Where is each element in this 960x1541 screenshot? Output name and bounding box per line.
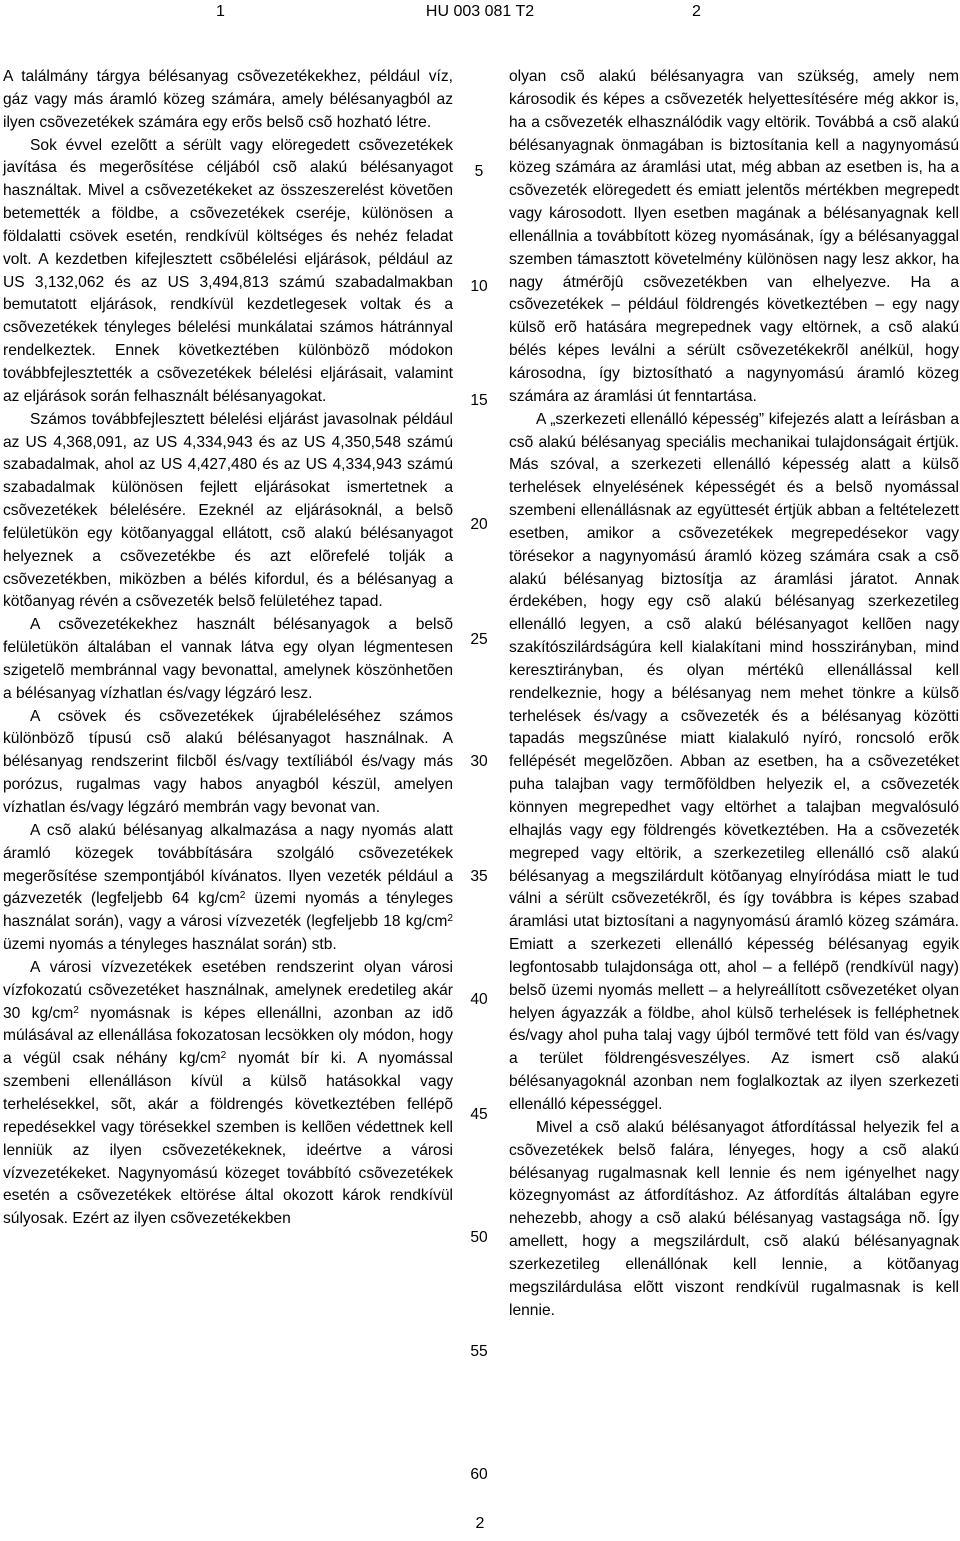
patent-number: HU 003 081 T2	[425, 3, 535, 20]
column-number-left: 1	[216, 3, 225, 20]
text-run: nyomásnak is képes ellenállni, azonban az idõ múlásával az ellenállása fokozatosan lecsökken oly módon, hogy a végül csak néhány kg/cm	[3, 1004, 453, 1068]
paragraph: A „szerkezeti ellenálló képesség” kifejezés alatt a leírásban a csõ alakú bélésanyag speciális mechanikai tulajdonságait értjük. Más szóval, a szerkezeti ellenálló képesség alatt a külsõ terhelések elnyelésének képességét és a belsõ nyomással szembeni ellenállásnak az együttesét értjük abban a feltételezett esetben, amikor a csõvezetékek megrepedésekor vagy törésekor a nagynyomású áramló közeg számára csak a csõ alakú bélésanyag biztosítja az áramlási járatot. Annak érdekében, hogy egy csõ alakú bélésanyag szerkezetileg ellenálló legyen, a csõ alakú bélésanyagot kellõen nagy szakítószilárdságúra kell kialakítani mind hosszirányban, mind keresztirányban, és olyan mértékû ellenállással kell rendelkeznie, hogy a bélésanyag nem mehet tönkre a külsõ terhelések és/vagy a csõvezeték és a bélésanyag közötti tapadás megszûnése miatt kialakuló nyíró, roncsoló erõk fellépését megelõzõen. Abban az esetben, ha a csõvezetéket puha talajban vagy termõföldben helyezik el, a csõvezeték könnyen megrepedhet vagy eltörhet a talajban megvalósuló elhajlás vagy egy földrengés következtében. Ha a csõvezeték megreped vagy eltörik, a szerkezetileg ellenálló csõ alakú bélésanyag a megszilárdult kötõanyag elnyíródása miatt le tud válni a sérült csõvezetékrõl, és így továbbra is képes szabad áramlási utat biztosítani a nagynyomású áramló közeg számára. Emiatt a szerkezeti ellenálló képesség bélésanyag egyik legfontosabb tulajdonsága ott, ahol – a fellépõ (rendkívül nagy) belsõ üzemi nyomás mellett – a helyreállított csõvezetéket olyan helyen ágyazzák a földbe, ahol külsõ terhelések is felléphetnek és/vagy ahol puha talaj vagy újból termõvé tett föld van és/vagy a terület földrengésveszélyes. Az ismert csõ alakú bélésanyagoknál azonban nem foglalkoztak az ilyen szerkezeti ellenálló képességgel.	[509, 410, 959, 1113]
paragraph: Mivel a csõ alakú bélésanyagot átfordítással helyezik fel a csõvezetékek belsõ falára, lényeges, hogy a csõ alakú bélésanyag rugalmasnak kell lennie és nem igényelhet nagy közegnyomást az átfordításhoz. Az átfordítás általában egyre nehezebb, ahogy a csõ alakú bélésanyag vastagsága nõ. Így amellett, hogy a megszilárdult, csõ alakú bélésanyagnak szerkezetileg ellenállónak kell lennie, a kötõanyag megszilárdulása elõtt viszont rendkívül rugalmasnak is kell lennie.	[509, 1118, 959, 1319]
text-run: A csõ alakú bélésanyag alkalmazása a nagy nyomás alatt áramló közegek továbbítására szolgáló csõvezetékek megerõsítése szempontjából kívánatos. Ilyen vezeték például a gázvezeték (legfeljebb 64 kg/cm	[3, 821, 453, 908]
paragraph: Sok évvel ezelõtt a sérült vagy elöregedett csõvezetékek javítása és megerõsítése céljából csõ alakú bélésanyagot használtak. Mivel a csõvezetékeket az összeszerelést követõen betemették a földbe, a csõvezetékek cseréje, különösen a földalatti csövek esetén, rendkívül költséges és nehéz feladat volt. A kezdetben kifejlesztett csõbélelési eljárások, például az US 3,132,062 és az US 3,494,813 számú szabadalmakban bemutatott eljárások, rendkívül kezdetlegesek voltak és a csõvezetékek tényleges bélelési munkálatai számos hátránnyal rendelkeztek. Ennek következtében különbözõ módokon továbbfejlesztették a csõvezetékek bélelési eljárásait, valamint az eljárások során felhasznált bélésanyagokat.	[3, 136, 453, 405]
left-column	[3, 66, 453, 1231]
line-number: 50	[470, 1229, 488, 1246]
right-column	[509, 66, 959, 1322]
page-number: 2	[475, 1515, 485, 1532]
superscript: 2	[239, 890, 246, 902]
paragraph: A találmány tárgya bélésanyag csõvezetékekhez, például víz, gáz vagy más áramló közeg számára, amely bélésanyagból az ilyen csõvezetékek számára egy erõs belsõ csõ hozható létre.	[3, 68, 453, 131]
line-number: 5	[474, 163, 484, 180]
line-number: 55	[470, 1343, 488, 1360]
line-number: 30	[470, 753, 488, 770]
paragraph: Számos továbbfejlesztett bélelési eljárást javasolnak például az US 4,368,091, az US 4,334,943 és az US 4,350,548 számú szabadalmak, ahol az US 4,427,480 és az US 4,334,943 számú szabadalmak különösen fejlett eljárásokat ismertetnek a csõvezetékek bélelésére. Ezeknél az eljárásoknál, a belsõ felületükön egy kötõanyaggal ellátott, csõ alakú bélésanyagot helyeznek a csõvezetékbe és azt elõrefelé tolják a csõvezetékben, miközben a bélés kifordul, és a bélésanyag a kötõanyag révén a csõvezeték belsõ felületéhez tapad.	[3, 410, 453, 611]
text-run: nyomát bír ki. A nyomással szembeni ellenálláson kívül a külsõ hatásokkal vagy terhelésekkel, sõt, akár a földrengés következtében fellépõ repedésekkel vagy törésekkel szemben is kellõen védettnek kell lenniük az ilyen csõvezetékeknek, ideértve a városi vízvezetékeket. Nagynyomású közeget továbbító csõvezetékek esetén a csõvezetékek eltörése által okozott károk rendkívül súlyosak. Ezért az ilyen csõvezetékekben	[3, 1050, 454, 1228]
paragraph: olyan csõ alakú bélésanyagra van szükség, amely nem károsodik és képes a csõvezeték helyettesítésére még akkor is, ha a csõvezeték elhasználódik vagy eltörik. Továbbá a csõ alakú bélésanyagnak önmagában is biztosítania kell a nagynyomású közeg számára az áramlási utat, még abban az esetben is, ha a csõvezeték elöregedett és emiatt jelentõs mértékben megrepedt vagy károsodott. Ilyen esetben magának a bélésanyagnak kell ellenállnia a továbbított közeg nyomásának, így a bélésanyaggal szemben támasztott követelmény különösen nagy lesz akkor, ha nagy átmérõjû csõvezetékben van elhelyezve. Ha a csõvezetékek – például földrengés következtében – egy nagy külsõ erõ hatására megrepednek vagy eltörnek, a csõ alakú bélés képes leválni a sérült csõvezetékekrõl anélkül, hogy károsodna, így biztosítható a nagynyomású áramló közeg számára az áramlási út fenntartása.	[509, 68, 959, 405]
column-number-right: 2	[692, 3, 701, 20]
line-number: 10	[470, 278, 488, 295]
paragraph	[3, 820, 453, 957]
line-number: 60	[470, 1466, 488, 1483]
superscript: 2	[447, 913, 453, 925]
superscript: 2	[73, 1004, 79, 1016]
text-run: A városi vízvezetékek esetében rendszerint olyan városi vízfokozatú csõvezetéket használnak, amelynek eredetileg akár 30 kg/cm	[3, 958, 453, 1022]
line-number: 15	[470, 392, 488, 409]
paragraph	[3, 957, 453, 1231]
text-run: üzemi nyomás a tényleges használat során), vagy a városi vízvezeték (legfeljebb 18 kg/cm	[3, 890, 453, 931]
text-run: üzemi nyomás a tényleges használat során) stb.	[3, 936, 337, 954]
line-number: 45	[470, 1106, 488, 1123]
line-number: 25	[470, 631, 488, 648]
paragraph: A csõvezetékekhez használt bélésanyagok a belsõ felületükön általában el vannak látva egy olyan légmentesen szigetelõ membránnal vagy bevonattal, amelynek köszönhetõen a bélésanyag vízhatlan és/vagy légzáró lesz.	[3, 616, 453, 702]
line-number: 20	[470, 516, 488, 533]
paragraph: A csövek és csõvezetékek újrabéleléséhez számos különbözõ típusú csõ alakú bélésanyagot használnak. A bélésanyag rendszerint filcbõl és/vagy textíliából és/vagy más porózus, rugalmas vagy habos anyagból készül, amelyen vízhatlan és/vagy légzáró membrán vagy bevonat van.	[3, 707, 453, 816]
superscript: 2	[220, 1050, 227, 1062]
line-number: 35	[470, 868, 488, 885]
line-number: 40	[470, 991, 488, 1008]
